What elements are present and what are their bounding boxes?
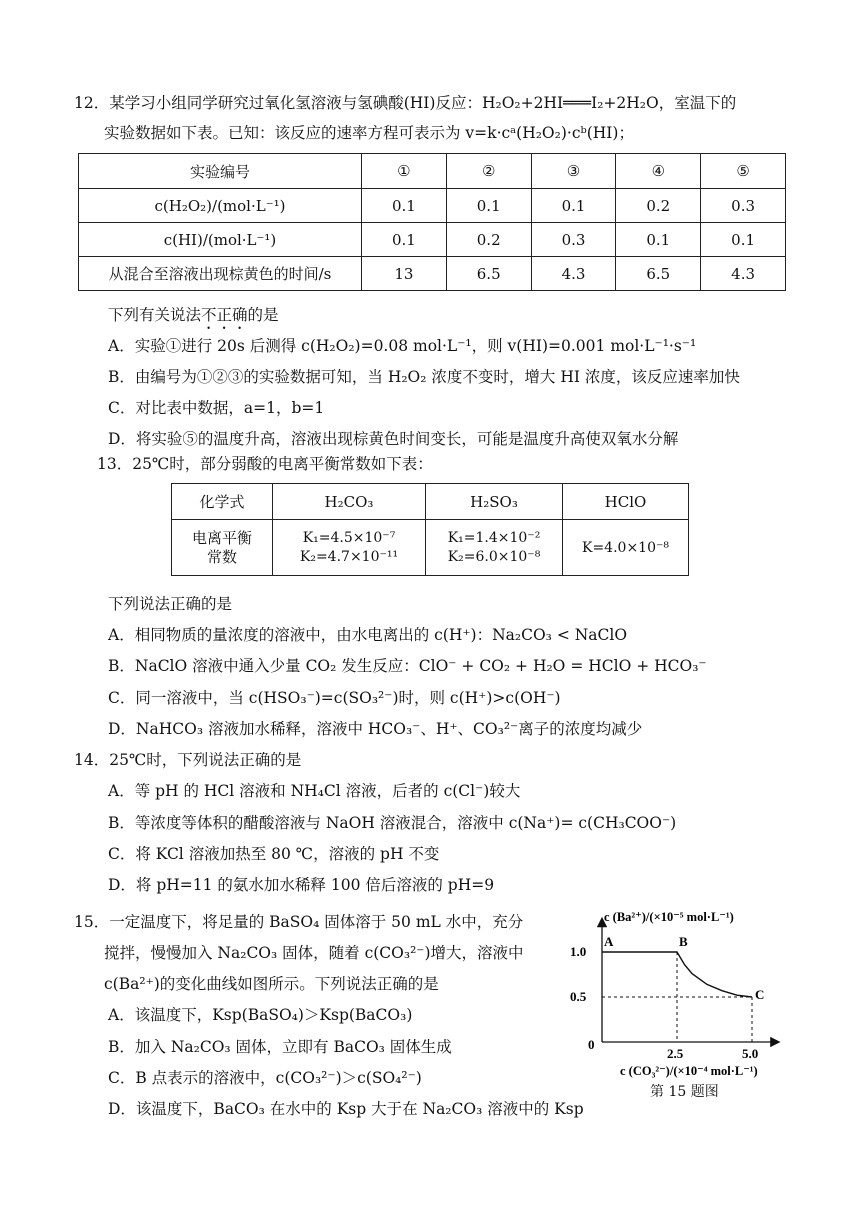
q12-option-c: C．对比表中数据，a=1，b=1 xyxy=(108,399,325,417)
q15-stem-line3: c(Ba²⁺)的变化曲线如图所示。下列说法正确的是 xyxy=(104,975,439,993)
q12-table-header: 实验编号 xyxy=(79,154,362,189)
q12-table-cell: 0.1 xyxy=(362,189,447,223)
q13-h2so3-constants xyxy=(426,520,563,576)
q12-table-cell: 0.1 xyxy=(446,189,531,223)
q12-rate-table xyxy=(78,153,786,291)
q15-stem-line1: 15．一定温度下，将足量的 BaSO₄ 固体溶于 50 mL 水中，充分 xyxy=(74,913,524,931)
q12-prompt xyxy=(108,305,279,333)
q13-option-c: C．同一溶液中，当 c(HSO₃⁻)=c(SO₃²⁻)时，则 c(H⁺)>c(OH⁻) xyxy=(108,689,561,707)
q12-table-cell: 从混合至溶液出现棕黄色的时间/s xyxy=(79,257,362,291)
q12-table-header: ⑤ xyxy=(701,154,786,189)
q12-table-header: ④ xyxy=(616,154,701,189)
q12-table-cell: 0.1 xyxy=(531,189,616,223)
x-axis-label: c (CO₃²⁻)/(×10⁻⁴ mol·L⁻¹) xyxy=(620,1064,758,1078)
q12-prompt-emphasis: 不正确 xyxy=(201,306,248,324)
q12-table-cell: 0.2 xyxy=(616,189,701,223)
x-tick-label: 2.5 xyxy=(667,1046,684,1061)
q14-stem: 14．25℃时，下列说法正确的是 xyxy=(74,751,302,769)
q15-option-b: B．加入 Na₂CO₃ 固体，立即有 BaCO₃ 固体生成 xyxy=(108,1038,452,1056)
q13-h2co3-k1: K₁=4.5×10⁻⁷ xyxy=(302,529,396,546)
q13-table-header: 化学式 xyxy=(172,484,273,520)
point-label-b: B xyxy=(679,934,688,949)
q12-table-cell: 4.3 xyxy=(531,257,616,291)
q12-option-b: B．由编号为①②③的实验数据可知，当 H₂O₂ 浓度不变时，增大 HI 浓度，该反应速率加快 xyxy=(108,368,740,386)
q14-option-c: C．将 KCl 溶液加热至 80 ℃，溶液的 pH 不变 xyxy=(108,845,440,863)
q13-h2so3-k2: K₂=6.0×10⁻⁸ xyxy=(447,548,541,565)
q13-option-d: D．NaHCO₃ 溶液加水稀释，溶液中 HCO₃⁻、H⁺、CO₃²⁻离子的浓度均减少 xyxy=(108,720,643,738)
q15-stem-line2: 搅拌，慢慢加入 Na₂CO₃ 固体，随着 c(CO₃²⁻)增大，溶液中 xyxy=(104,944,524,962)
q12-prompt-pre: 下列有关说法 xyxy=(108,306,202,324)
q13-h2co3-k2: K₂=4.7×10⁻¹¹ xyxy=(299,548,399,565)
q14-option-a: A．等 pH 的 HCl 溶液和 NH₄Cl 溶液，后者的 c(Cl⁻)较大 xyxy=(108,782,521,800)
q15-chart xyxy=(568,905,798,1105)
q12-table-cell: 6.5 xyxy=(616,257,701,291)
y-axis-label: c (Ba²⁺)/(×10⁻⁵ mol·L⁻¹) xyxy=(604,910,734,924)
q13-row-label-line2: 常数 xyxy=(206,547,237,566)
q13-h2co3-constants xyxy=(273,520,426,576)
q12-table-cell: 0.1 xyxy=(362,223,447,257)
q15-option-c: C．B 点表示的溶液中，c(CO₃²⁻)＞c(SO₄²⁻) xyxy=(108,1069,422,1087)
q12-stem-line1: 12．某学习小组同学研究过氧化氢溶液与氢碘酸(HI)反应：H₂O₂+2HI═══I₂+2H₂O，室温下的 xyxy=(74,94,737,112)
point-label-c: C xyxy=(755,987,765,1002)
q12-table-cell: 13 xyxy=(362,257,447,291)
q13-prompt: 下列说法正确的是 xyxy=(108,595,233,613)
q14-option-b: B．等浓度等体积的醋酸溶液与 NaOH 溶液混合，溶液中 c(Na⁺)= c(CH₃COO⁻) xyxy=(108,814,677,832)
q12-table-cell: 0.2 xyxy=(446,223,531,257)
point-label-a: A xyxy=(604,934,614,949)
q13-table-header: HClO xyxy=(563,484,689,520)
q12-option-a: A．实验①进行 20s 后测得 c(H₂O₂)=0.08 mol·L⁻¹，则 v(HI)=0.001 mol·L⁻¹·s⁻¹ xyxy=(108,337,697,355)
q15-figure-caption: 第 15 题图 xyxy=(650,1084,719,1100)
q13-row-label-line1: 电离平衡 xyxy=(191,528,252,547)
q13-table-header: H₂CO₃ xyxy=(273,484,426,520)
q12-table-cell: c(H₂O₂)/(mol·L⁻¹) xyxy=(79,189,362,223)
q13-h2so3-k1: K₁=1.4×10⁻² xyxy=(447,529,541,546)
origin-label: 0 xyxy=(588,1037,595,1052)
q12-table-cell: 4.3 xyxy=(701,257,786,291)
q13-row-label xyxy=(172,520,273,576)
q13-table-header: H₂SO₃ xyxy=(426,484,563,520)
y-tick-label: 0.5 xyxy=(570,989,587,1004)
q12-table-header: ② xyxy=(446,154,531,189)
q12-option-d: D．将实验⑤的温度升高，溶液出现棕黄色时间变长，可能是温度升高使双氧水分解 xyxy=(108,430,679,448)
q12-prompt-post: 的是 xyxy=(247,306,279,324)
q15-option-a: A．该温度下，Ksp(BaSO₄)＞Ksp(BaCO₃) xyxy=(108,1006,413,1024)
q12-table-cell: 6.5 xyxy=(446,257,531,291)
q13-option-a: A．相同物质的量浓度的溶液中，由水电离出的 c(H⁺)：Na₂CO₃ < NaClO xyxy=(108,626,628,644)
q12-table-cell: c(HI)/(mol·L⁻¹) xyxy=(79,223,362,257)
q13-constant-table xyxy=(171,483,689,576)
q12-table-header: ③ xyxy=(531,154,616,189)
q13-stem: 13．25℃时，部分弱酸的电离平衡常数如下表： xyxy=(97,455,433,473)
q13-option-b: B．NaClO 溶液中通入少量 CO₂ 发生反应：ClO⁻ + CO₂ + H₂O = HClO + HCO₃⁻ xyxy=(108,657,707,675)
q12-table-cell: 0.3 xyxy=(701,189,786,223)
q14-option-d: D．将 pH=11 的氨水加水稀释 100 倍后溶液的 pH=9 xyxy=(108,876,495,894)
x-tick-label: 5.0 xyxy=(742,1046,759,1061)
q12-stem-line2: 实验数据如下表。已知：该反应的速率方程可表示为 v=k·cᵃ(H₂O₂)·cᵇ(HI)； xyxy=(104,124,634,142)
q12-table-cell: 0.3 xyxy=(531,223,616,257)
q13-hclo-k: K=4.0×10⁻⁸ xyxy=(563,520,689,576)
q15-option-d: D．该温度下，BaCO₃ 在水中的 Ksp 大于在 Na₂CO₃ 溶液中的 Ksp xyxy=(108,1100,584,1118)
q12-table-cell: 0.1 xyxy=(616,223,701,257)
q12-table-cell: 0.1 xyxy=(701,223,786,257)
q12-table-header: ① xyxy=(362,154,447,189)
y-tick-label: 1.0 xyxy=(570,944,587,959)
